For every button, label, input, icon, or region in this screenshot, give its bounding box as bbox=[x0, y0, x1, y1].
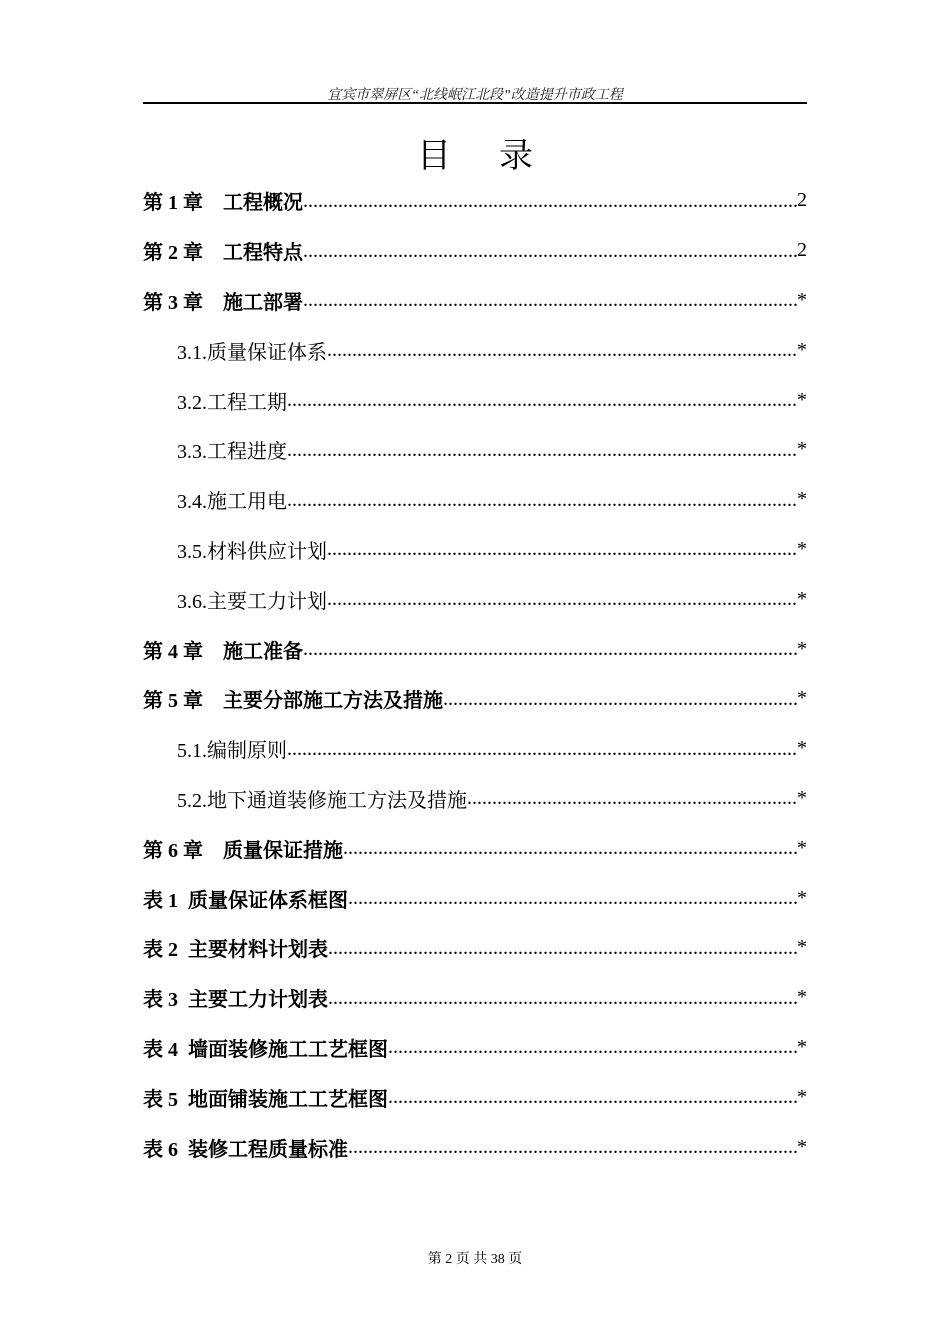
toc-entry-page: * bbox=[797, 986, 807, 1009]
toc-entry[interactable] bbox=[143, 1072, 807, 1122]
toc-entry[interactable] bbox=[143, 176, 807, 226]
toc-entry-label: 第 4 章 施工准备 bbox=[143, 640, 303, 663]
toc-dot-leader bbox=[303, 239, 797, 263]
toc-entry-label: 3.5.材料供应计划 bbox=[177, 540, 327, 563]
toc-entry[interactable] bbox=[143, 823, 807, 873]
toc-entry-label: 3.3.工程进度 bbox=[177, 441, 287, 464]
toc-entry-page: * bbox=[797, 587, 807, 610]
toc-entry-page: 2 bbox=[797, 189, 807, 212]
toc-dot-leader bbox=[327, 587, 797, 611]
toc-entry[interactable] bbox=[143, 674, 807, 724]
toc-entry-page: * bbox=[797, 488, 807, 511]
toc-entry-page: * bbox=[797, 936, 807, 959]
toc-entry[interactable] bbox=[143, 375, 807, 425]
toc-entry-page: 2 bbox=[797, 239, 807, 262]
toc-entry-label: 表 4 墙面装修施工工艺框图 bbox=[143, 1038, 388, 1061]
toc-dot-leader bbox=[287, 438, 797, 462]
toc-entry-label: 表 6 装修工程质量标准 bbox=[143, 1138, 348, 1161]
toc-entry-page: * bbox=[797, 1085, 807, 1108]
toc-entry-label: 3.1.质量保证体系 bbox=[177, 341, 327, 364]
toc-entry[interactable] bbox=[143, 226, 807, 276]
toc-dot-leader bbox=[467, 786, 797, 810]
page-header: 宜宾市翠屏区“北线岷江北段”改造提升市政工程 bbox=[327, 88, 623, 103]
toc-entry-label: 3.4.施工用电 bbox=[177, 491, 287, 514]
toc-dot-leader bbox=[348, 1135, 797, 1159]
toc-entry-label: 表 1 质量保证体系框图 bbox=[143, 889, 348, 912]
toc-dot-leader bbox=[303, 189, 797, 213]
page-footer: 第 2 页 共 38 页 bbox=[427, 1252, 523, 1267]
toc-dot-leader bbox=[343, 836, 797, 860]
toc-entry-label: 第 6 章 质量保证措施 bbox=[143, 839, 343, 862]
toc-entry-label: 表 3 主要工力计划表 bbox=[143, 989, 328, 1012]
toc-entry-page: * bbox=[797, 288, 807, 311]
toc-dot-leader bbox=[287, 488, 797, 512]
toc-dot-leader bbox=[388, 1035, 797, 1059]
toc-dot-leader bbox=[388, 1085, 797, 1109]
toc-entry[interactable] bbox=[143, 1122, 807, 1172]
toc-entry-page: * bbox=[797, 1135, 807, 1158]
toc-dot-leader bbox=[303, 288, 797, 312]
toc-dot-leader bbox=[303, 637, 797, 661]
toc-dot-leader bbox=[328, 986, 797, 1010]
toc-entry-page: * bbox=[797, 537, 807, 560]
toc-entry-page: * bbox=[797, 836, 807, 859]
toc-entry-page: * bbox=[797, 886, 807, 909]
toc-entry[interactable] bbox=[143, 475, 807, 525]
toc-entry-page: * bbox=[797, 388, 807, 411]
toc-entry[interactable] bbox=[143, 276, 807, 326]
toc-entry-page: * bbox=[797, 637, 807, 660]
toc-dot-leader bbox=[328, 936, 797, 960]
toc-entry-page: * bbox=[797, 786, 807, 809]
toc-entry[interactable] bbox=[143, 973, 807, 1023]
toc-dot-leader bbox=[327, 338, 797, 362]
toc-dot-leader bbox=[327, 537, 797, 561]
toc-entry-label: 第 2 章 工程特点 bbox=[143, 242, 303, 265]
toc-entry-label: 3.6.主要工力计划 bbox=[177, 590, 327, 613]
toc-entry[interactable] bbox=[143, 923, 807, 973]
toc-entry[interactable] bbox=[143, 873, 807, 923]
toc-dot-leader bbox=[443, 687, 797, 711]
toc-title: 目录 bbox=[417, 138, 581, 175]
toc-entry-page: * bbox=[797, 338, 807, 361]
toc-dot-leader bbox=[287, 737, 797, 761]
toc-entry-page: * bbox=[797, 438, 807, 461]
toc-entry-label: 第 5 章 主要分部施工方法及措施 bbox=[143, 690, 443, 713]
toc-dot-leader bbox=[348, 886, 797, 910]
toc-entry-label: 3.2.工程工期 bbox=[177, 391, 287, 414]
toc-entry-label: 5.1.编制原则 bbox=[177, 740, 287, 763]
toc-entry-label: 第 1 章 工程概况 bbox=[143, 192, 303, 215]
toc-entry[interactable] bbox=[143, 624, 807, 674]
toc-dot-leader bbox=[287, 388, 797, 412]
toc-entry-label: 第 3 章 施工部署 bbox=[143, 291, 303, 314]
toc-entry-page: * bbox=[797, 1035, 807, 1058]
toc-entry-page: * bbox=[797, 737, 807, 760]
toc-entry-label: 表 2 主要材料计划表 bbox=[143, 939, 328, 962]
toc-entry[interactable] bbox=[143, 724, 807, 774]
toc-entry[interactable] bbox=[143, 774, 807, 824]
toc-entry-page: * bbox=[797, 687, 807, 710]
toc-entry-label: 5.2.地下通道装修施工方法及措施 bbox=[177, 789, 467, 812]
toc-entry-label: 表 5 地面铺装施工工艺框图 bbox=[143, 1088, 388, 1111]
toc-entry[interactable] bbox=[143, 325, 807, 375]
header-rule bbox=[143, 102, 807, 104]
toc-entry[interactable] bbox=[143, 425, 807, 475]
toc-entry[interactable] bbox=[143, 525, 807, 575]
toc-entry[interactable] bbox=[143, 1023, 807, 1073]
toc-entry[interactable] bbox=[143, 574, 807, 624]
table-of-contents bbox=[143, 176, 807, 1172]
